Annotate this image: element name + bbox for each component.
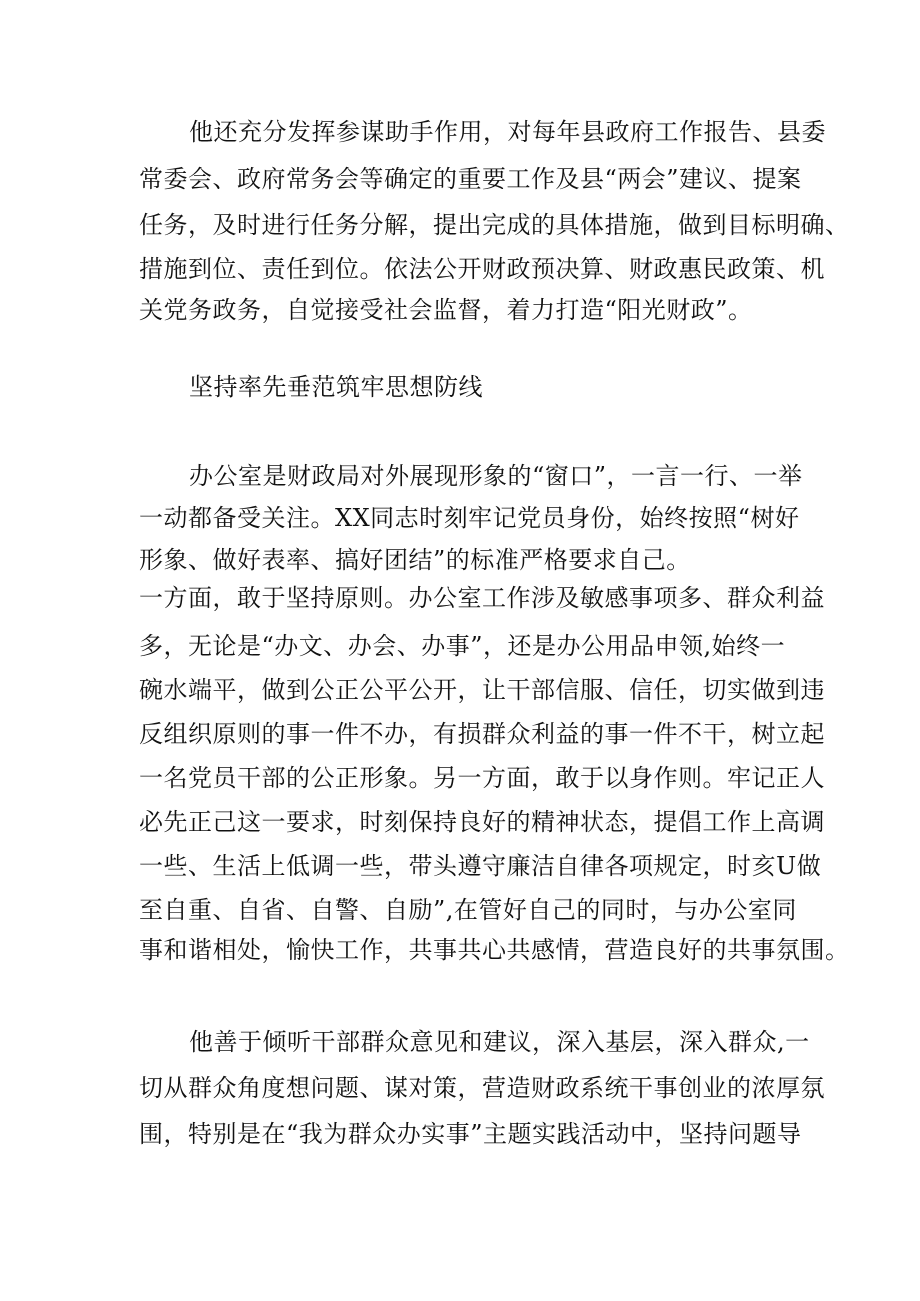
paragraph-2-line-9: 必先正己这一要求，时刻保持良好的精神状态，提倡工作上高调 [139, 808, 825, 836]
paragraph-2-line-11: 至自重、自省、自警、自励”,在管好自己的同时，与办公室同 [139, 896, 797, 924]
paragraph-2-line-7: 反组织原则的事一件不办，有损群众利益的事一件不干，树立起 [139, 720, 825, 748]
paragraph-2-line-2: 一动都备受关注。XX同志时刻牢记党员身份，始终按照“树好 [139, 504, 800, 532]
paragraph-2-line-12: 事和谐相处，愉快工作，共事共心共感情，营造良好的共事氛围。 [139, 936, 850, 964]
paragraph-1-line-3: 任务，及时进行任务分解，提出完成的具体措施，做到目标明确、 [139, 211, 850, 239]
paragraph-1-line-4: 措施到位、责任到位。依法公开财政预决算、财政惠民政策、机 [139, 255, 825, 283]
paragraph-1-line-2: 常委会、政府常务会等确定的重要工作及县“两会”建议、提案 [139, 165, 802, 193]
paragraph-3-line-3: 围，特别是在“我为群众办实事”主题实践活动中，坚持问题导 [139, 1120, 802, 1148]
paragraph-1-line-5: 关党务政务，自觉接受社会监督，着力打造“阳光财政”。 [139, 296, 753, 324]
paragraph-2-line-3: 形象、做好表率、搞好团结”的标准严格要求自己。 [139, 546, 691, 574]
paragraph-3-line-2: 切从群众角度想问题、谋对策，营造财政系统干事创业的浓厚氛 [139, 1074, 825, 1102]
paragraph-2-line-6: 碗水端平，做到公正公平公开，让干部信服、信任，切实做到违 [139, 676, 825, 704]
section-heading: 坚持率先垂范筑牢思想防线 [189, 373, 483, 401]
paragraph-2-line-10: 一些、生活上低调一些，带头遵守廉洁自律各项规定，时亥U做 [139, 852, 822, 880]
paragraph-2-line-1: 办公室是财政局对外展现形象的“窗口”，一言一行、一举 [189, 462, 803, 490]
paragraph-3-line-1: 他善于倾听干部群众意见和建议，深入基层，深入群众,一 [189, 1028, 810, 1056]
paragraph-1-line-1: 他还充分发挥参谋助手作用，对每年县政府工作报告、县委 [189, 118, 826, 146]
paragraph-2-line-4: 一方面，敢于坚持原则。办公室工作涉及敏感事项多、群众利益 [139, 584, 825, 612]
paragraph-2-line-8: 一名党员干部的公正形象。另一方面，敢于以身作则。牢记正人 [139, 764, 825, 792]
paragraph-2-line-5: 多，无论是“办文、办会、办事”，还是办公用品申领,始终一 [139, 632, 786, 660]
